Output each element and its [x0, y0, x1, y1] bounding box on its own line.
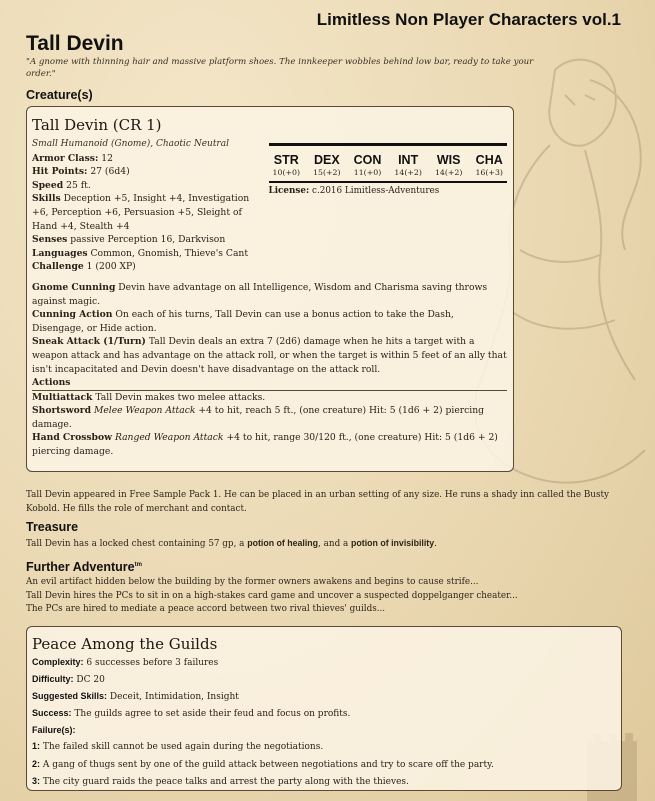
ability-wis [435, 153, 463, 179]
suggested-skills [32, 688, 615, 705]
difficulty [32, 671, 615, 688]
stat-block [26, 106, 514, 472]
ability-dex [313, 153, 341, 179]
action-type: Melee Weapon Attack [93, 405, 196, 417]
adventure-hook: The PCs are hired to mediate a peace accord between two rival thieves' guilds... [26, 604, 386, 614]
license [269, 185, 507, 199]
speed [32, 179, 267, 193]
languages [32, 247, 267, 261]
complexity-label: Complexity: [32, 657, 84, 667]
hit-points-value: 27 (6d4) [90, 166, 130, 178]
failure-item [32, 756, 615, 773]
ability-value: 11(+0) [353, 168, 382, 177]
success [32, 705, 615, 722]
trait-name: Gnome Cunning [32, 281, 116, 293]
difficulty-value: DC 20 [76, 675, 105, 686]
ability-value: 16(+3) [475, 168, 503, 177]
statblock-right [267, 138, 507, 274]
success-label: Success: [32, 708, 72, 719]
action-text: Tall Devin makes two melee attacks. [95, 391, 266, 403]
hit-points-label: Hit Points: [32, 166, 88, 178]
challenge-value: 1 (200 XP) [86, 261, 136, 273]
failure-number: 3: [32, 775, 41, 786]
license-value: c.2016 Limitless-Adventures [312, 186, 440, 196]
further-adventure-list [26, 576, 632, 617]
ability-label: STR [273, 153, 299, 167]
ability-value: 15(+2) [313, 168, 341, 177]
statblock-title: Tall Devin (CR 1) [32, 116, 162, 134]
skills [32, 192, 267, 233]
trait-name: Cunning Action [32, 309, 113, 321]
license-label: License: [268, 186, 310, 196]
further-adventure-heading [26, 560, 142, 574]
ability-con [354, 153, 382, 179]
treasure-heading: Treasure [26, 520, 79, 534]
npc-intro: "A gnome with thinning hair and massive platform shoes. The innkeeper wobbles behind low bar, ready to take your order." [26, 57, 534, 79]
hit-points [32, 165, 267, 179]
languages-value: Common, Gnomish, Thieve's Cant [90, 247, 249, 259]
skill-challenge-title: Peace Among the Guilds [32, 635, 218, 653]
senses-label: Senses [32, 234, 68, 246]
actions-heading: Actions [32, 376, 507, 391]
further-adventure-title: Further Adventure [26, 560, 135, 574]
action-name: Multiattack [32, 391, 93, 403]
treasure-text [26, 537, 632, 552]
action-hand-crossbow [32, 431, 507, 458]
ability-divider-bottom [269, 181, 507, 183]
challenge-label: Challenge [32, 261, 84, 273]
ability-label: INT [398, 153, 419, 167]
trait-name: Sneak Attack (1/Turn) [32, 336, 146, 348]
trait-text: Devin have advantage on all Intelligence, Wisdom and Charisma saving throws against magic. [32, 281, 488, 307]
npc-description: Tall Devin appeared in Free Sample Pack 1. He can be placed in an urban setting of any size. He runs a shady inn called the Busty Kobold. He fills the role of merchant and contact. [26, 490, 609, 514]
trait-cunning-action [32, 308, 507, 335]
trait-text: On each of his turns, Tall Devin can use a bonus action to take the Dash, Disengage, or Hide action. [32, 309, 454, 334]
action-name: Hand Crossbow [32, 432, 113, 444]
action-name: Shortsword [32, 405, 92, 417]
treasure-text-before: Tall Devin has a locked chest containing 57 gp, a [26, 539, 245, 549]
statblock-subtitle: Small Humanoid (Gnome), Chaotic Neutral [32, 139, 229, 149]
failure-number: 2: [32, 758, 41, 769]
ability-label: CON [353, 153, 382, 167]
action-shortsword [32, 404, 507, 431]
difficulty-label: Difficulty: [32, 674, 74, 685]
ability-int [394, 153, 422, 179]
skill-challenge-box [26, 626, 622, 791]
failure-text: A gang of thugs sent by one of the guild attack between negotiations and try to scare off the party. [42, 759, 494, 770]
trait-gnome-cunning [32, 281, 507, 308]
ability-cha [475, 153, 503, 179]
failure-number: 1: [32, 741, 41, 752]
traits [32, 281, 507, 459]
trait-sneak-attack [32, 335, 507, 376]
suggested-skills-value: Deceit, Intimidation, Insight [109, 692, 239, 703]
skills-label: Skills [32, 193, 61, 205]
failures-label: Failure(s): [32, 725, 76, 736]
ability-str [273, 153, 301, 179]
ability-label: WIS [436, 153, 461, 167]
adventure-hook: Tall Devin hires the PCs to sit in on a high-stakes card game and uncover a suspected doppelganger cheater... [26, 590, 518, 601]
failure-text: The city guard raids the peace talks and arrest the party along with the thieves. [42, 776, 409, 787]
treasure-item-invisibility: potion of invisibility [351, 538, 435, 548]
skills-value: Deception +5, Insight +4, Investigation +6, Perception +6, Persuasion +5, Sleight of Hand +4, Stealth +4 [32, 193, 250, 232]
armor-class-label: Armor Class: [32, 152, 99, 164]
complexity [32, 654, 615, 671]
book-title: Limitless Non Player Characters vol.1 [316, 10, 621, 29]
adventure-hook: An evil artifact hidden below the building by the former owners awakens and begins to cause strife... [26, 577, 479, 587]
failure-item [32, 738, 615, 755]
action-text: +4 to hit, reach 5 ft., (one creature) Hit: 5 (1d6 + 2) piercing damage. [32, 405, 485, 430]
ability-label: DEX [313, 153, 340, 167]
challenge-rating [32, 260, 267, 274]
ability-value: 14(+2) [394, 168, 422, 177]
npc-name: Tall Devin [26, 32, 124, 55]
suggested-skills-label: Suggested Skills: [32, 691, 108, 702]
treasure-item-healing: potion of healing [247, 538, 319, 548]
speed-value: 25 ft. [66, 179, 91, 191]
senses [32, 233, 267, 247]
trait-text: Tall Devin deals an extra 7 (2d6) damage when he hits a target with a weapon attack and has advantage on the attack roll, or when the target is within 5 feet of an ally that isn't incapacitated and Devin doesn't have disadvantage on the attack roll. [32, 336, 507, 375]
ability-scores [269, 146, 507, 179]
treasure-text-mid: , and a [318, 539, 349, 549]
armor-class-value: 12 [101, 152, 113, 164]
armor-class [32, 152, 267, 166]
statblock-left [32, 138, 267, 274]
action-type: Ranged Weapon Attack [114, 432, 224, 444]
creatures-heading: Creature(s) [26, 88, 93, 102]
treasure-text-after: . [434, 539, 437, 549]
languages-label: Languages [32, 247, 88, 259]
failure-item [32, 773, 615, 790]
success-value: The guilds agree to set aside their feud and focus on profits. [74, 709, 351, 720]
action-text: +4 to hit, range 30/120 ft., (one creature) Hit: 5 (1d6 + 2) piercing damage. [32, 432, 498, 458]
ability-value: 10(+0) [272, 168, 301, 177]
ability-value: 14(+2) [434, 168, 463, 177]
action-multiattack [32, 391, 507, 405]
failure-text: The failed skill cannot be used again during the negotiations. [42, 742, 324, 753]
senses-value: passive Perception 16, Darkvison [70, 234, 226, 246]
complexity-value: 6 successes before 3 failures [86, 658, 219, 668]
ability-label: CHA [475, 153, 503, 167]
trademark: tm [134, 561, 142, 568]
speed-label: Speed [32, 179, 64, 191]
